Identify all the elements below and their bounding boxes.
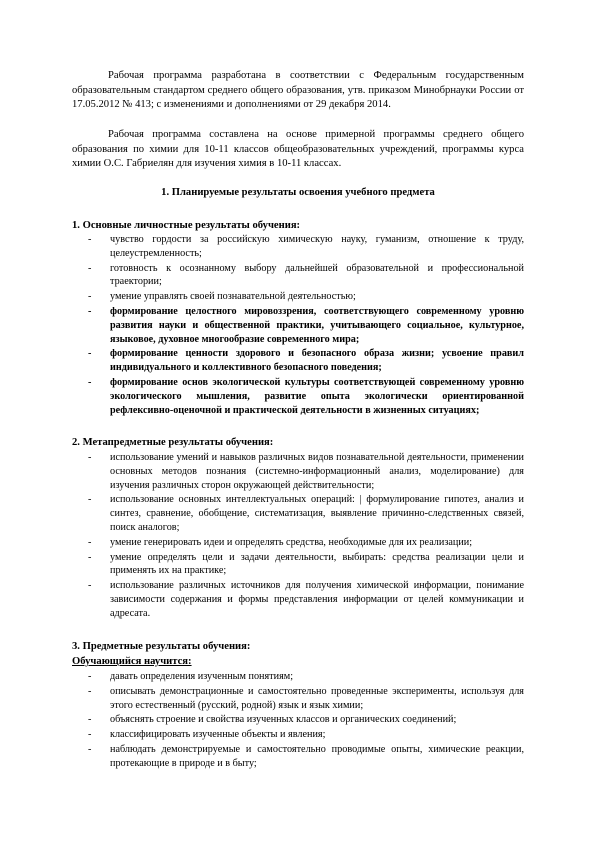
personal-results-list xyxy=(72,233,524,418)
list-item: - формирование основ экологической культуры соответствующей современному уровню экологического мышления, развитие опыта экологически ориентированной рефлексивно-оценочной и практической деятельности в жизненных ситуациях; xyxy=(88,376,524,416)
subject-results-heading: 3. Предметные результаты обучения: xyxy=(72,641,251,652)
bullet-dash: - xyxy=(88,714,92,726)
list-item: - давать определения изученным понятиям; xyxy=(88,671,294,682)
bullet-dash: - xyxy=(88,671,92,682)
subject-results-list xyxy=(72,670,524,772)
list-item: - наблюдать демонстрируемые и самостоятельно проводимые опыты, химические реакции, протекающие в природе и в быту; xyxy=(88,743,524,769)
list-item: - умение определять цели и задачи деятельности, выбирать: средства реализации цели и применять их на практике; xyxy=(88,551,524,577)
personal-results-heading: 1. Основные личностные результаты обучения: xyxy=(72,220,301,231)
bullet-dash: - xyxy=(88,685,92,697)
list-item: - формирование целостного мировоззрения, соответствующего современному уровню развития науки и общественной практики, учитывающего социальное, культурное, языковое, духовное многообразие современного мира; xyxy=(88,305,524,345)
list-item: - классифицировать изученные объекты и явления; xyxy=(88,729,326,741)
bullet-dash: - xyxy=(88,234,92,245)
bullet-dash: - xyxy=(88,305,92,317)
list-item: - описывать демонстрационные и самостоятельно проведенные эксперименты, используя для этого естественный (русский, родной) язык и язык химии; xyxy=(88,685,524,711)
bullet-dash: - xyxy=(88,291,92,303)
list-item: - умение управлять своей познавательной деятельностью; xyxy=(88,291,356,303)
bullet-dash: - xyxy=(88,536,92,548)
intro-paragraph: Рабочая программа разработана в соответствии с Федеральным государственным образовательным стандартом среднего общего образования, утв. приказом Минобрнауки России от 17.05.2012 № 413; с изменениями и дополнениями от 29 декабря 2014. xyxy=(72,70,524,111)
list-item: - объяснять строение и свойства изученных классов и органических соединений; xyxy=(88,714,457,726)
bullet-dash: - xyxy=(88,551,92,563)
list-item: - формирование ценности здорового и безопасного образа жизни; усвоение правил индивидуального и коллективного безопасного поведения; xyxy=(88,348,524,374)
intro-paragraph: Рабочая программа составлена на основе примерной программы среднего общего образования по химии для 10-11 классов общеобразовательных учреждений, программы курса химии О.С. Габриелян для изучения химия в 10-11 классах. xyxy=(72,129,524,170)
list-item: - чувство гордости за российскую химическую науку, гуманизм, отношение к труду, целеустремленность; xyxy=(88,234,524,259)
list-item: - использование умений и навыков различных видов познавательной деятельности, применении основных методов познания (системно-информационный анализ, моделирование) для изучения различных сторон окружающей действительности; xyxy=(88,452,524,491)
meta-results-list xyxy=(72,451,524,622)
bullet-dash: - xyxy=(88,743,92,755)
bullet-dash: - xyxy=(88,580,92,592)
section-title: 1. Планируемые результаты освоения учебного предмета xyxy=(161,187,435,198)
bullet-dash: - xyxy=(88,494,92,506)
bullet-dash: - xyxy=(88,262,92,274)
subject-results-subheading: Обучающийся научится: xyxy=(72,656,192,667)
list-item: - готовность к осознанному выбору дальнейшей образовательной и профессиональной траектории; xyxy=(88,262,524,288)
list-item: - умение генерировать идеи и определять средства, необходимые для их реализации; xyxy=(88,536,473,548)
bullet-dash: - xyxy=(88,348,92,360)
list-item: - использование различных источников для получения химической информации, понимание зависимости содержания и формы представления информации от целей коммуникации и адресата. xyxy=(88,580,524,619)
list-item: - использование основных интеллектуальных операций: | формулирование гипотез, анализ и синтез, сравнение, обобщение, систематизация, выявление причинно-следственных связей, поиск аналогов; xyxy=(88,494,524,533)
bullet-dash: - xyxy=(88,452,92,463)
meta-results-heading: 2. Метапредметные результаты обучения: xyxy=(72,437,274,448)
bullet-dash: - xyxy=(88,729,92,741)
bullet-dash: - xyxy=(88,376,92,388)
